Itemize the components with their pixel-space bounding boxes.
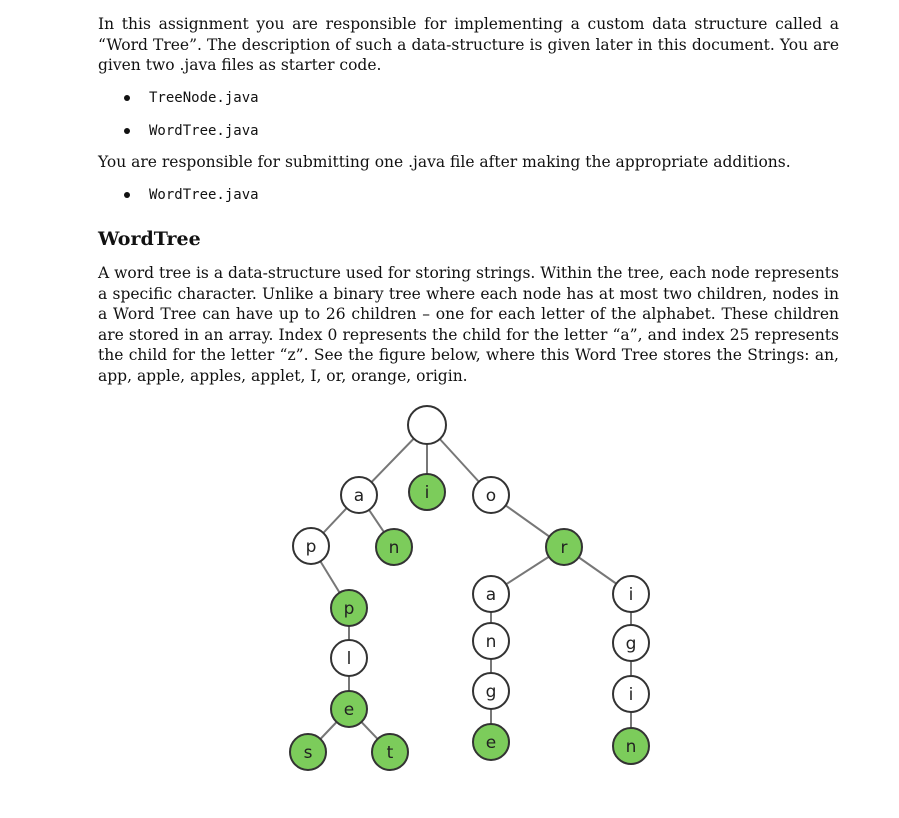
file-name: TreeNode.java (149, 89, 259, 106)
tree-node-letter: i (424, 483, 430, 503)
tree-node-letter: i (628, 685, 634, 705)
list-item (124, 114, 259, 147)
tree-node-letter: e (343, 700, 355, 720)
bullet-icon (124, 95, 130, 101)
tree-node-letter: s (303, 743, 313, 763)
tree-node-letter: t (386, 743, 394, 763)
word-tree-figure (280, 400, 660, 780)
tree-node-letter: a (353, 486, 365, 506)
starter-file-list (124, 81, 259, 147)
section-heading: WordTree (98, 228, 201, 250)
tree-node-letter: n (388, 538, 400, 558)
intro-paragraph: In this assignment you are responsible for implementing a custom data structure called a “Word Tree”. The description of such a data-structure is given later in this document. You are given two .java files as starter code. (98, 15, 839, 75)
tree-node-letter: g (485, 682, 497, 702)
tree-node-letter: l (346, 649, 352, 669)
tree-node-letter: p (305, 537, 317, 557)
file-name: WordTree.java (149, 122, 259, 139)
tree-node-letter: e (485, 733, 497, 753)
file-name: WordTree.java (149, 186, 259, 203)
submit-file-list (124, 178, 259, 211)
tree-node-letter: r (560, 538, 568, 558)
list-item (124, 81, 259, 114)
submit-paragraph: You are responsible for submitting one .java file after making the appropriate additions. (98, 153, 791, 171)
tree-node-letter: n (625, 737, 637, 757)
tree-node-letter: a (485, 585, 497, 605)
tree-node-letter: p (343, 599, 355, 619)
tree-node-root (408, 406, 446, 444)
section-paragraph: A word tree is a data-structure used for storing strings. Within the tree, each node represents a specific character. Unlike a binary tree where each node has at most two children, nodes in a Word Tree can have up to 26 children – one for each letter of the alphabet. These children are stored in an array. Index 0 represents the child for the letter “a”, and index 25 represents the child for the letter “z”. See the figure below, where this Word Tree stores the Strings: an, app, apple, apples, applet, I, or, orange, origin. (98, 264, 839, 385)
list-item (124, 178, 259, 211)
bullet-icon (124, 192, 130, 198)
tree-node-letter: n (485, 632, 497, 652)
tree-node-letter: o (485, 486, 497, 506)
tree-node-letter: g (625, 634, 637, 654)
tree-node-letter: i (628, 585, 634, 605)
bullet-icon (124, 128, 130, 134)
